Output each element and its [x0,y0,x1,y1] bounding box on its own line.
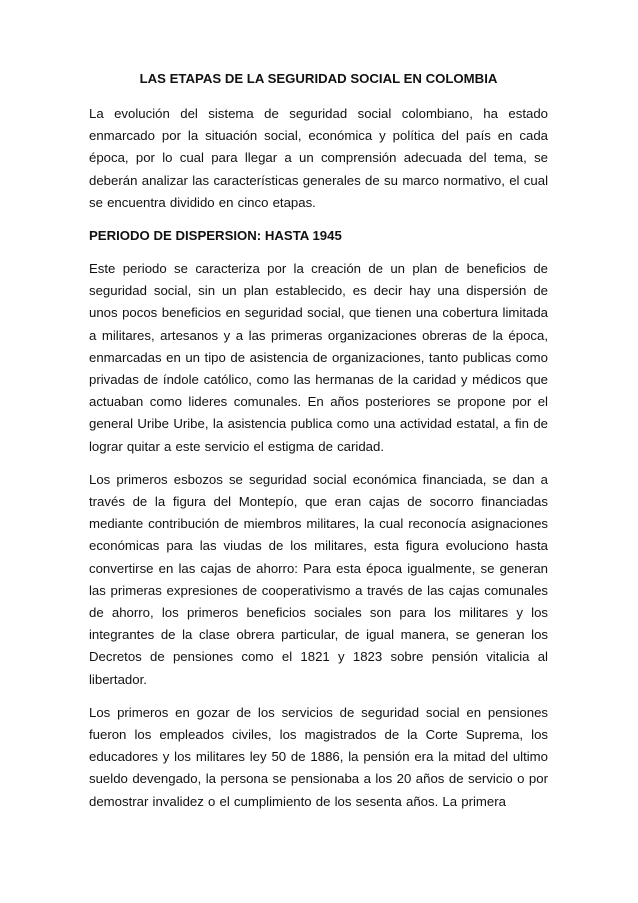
body-paragraph-2: Los primeros esbozos se seguridad social económica financiada, se dan a través de la figura del Montepío, que eran cajas de socorro financiadas mediante contribución de miembros militares, la cual reconocía asignaciones económicas para las viudas de los militares, esta figura evoluciono hasta convertirse en las cajas de ahorro: Para esta época igualmente, se generan las primeras expresiones de cooperativismo a través de las cajas comunales de ahorro, los primeros beneficios sociales son para los militares y los integrantes de la clase obrera particular, de igual manera, se generan los Decretos de pensiones como el 1821 y 1823 sobre pensión vitalicia al libertador. [89,471,548,687]
body-paragraph-1: Este periodo se caracteriza por la creación de un plan de beneficios de seguridad social, sin un plan establecido, es decir hay una dispersión de unos pocos beneficios en seguridad social, que tienen una cobertura limitada a militares, artesanos y a las primeras organizaciones obreras de la época, enmarcadas en un tipo de asistencia de organizaciones, tanto publicas como privadas de índole católico, como las hermanas de la caridad y médicos que actuaban como lideres comunales. En años posteriores se propone por el general Uribe Uribe, la asistencia publica como una actividad estatal, a fin de lograr quitar a este servicio el estigma de caridad. [89,261,548,454]
body-paragraph-3: Los primeros en gozar de los servicios de seguridad social en pensiones fueron los empleados civiles, los magistrados de la Corte Suprema, los educadores y los militares ley 50 de 1886, la pensión era la mitad del ultimo sueldo devengado, la persona se pensionaba a los 20 años de servicio o por demostrar invalidez o el cumplimiento de los sesenta años. La primera [89,704,548,809]
document-title: LAS ETAPAS DE LA SEGURIDAD SOCIAL EN COLOMBIA [139,71,498,86]
document-body [89,68,548,824]
intro-paragraph: La evolución del sistema de seguridad social colombiano, ha estado enmarcado por la situación social, económica y política del país en cada época, por lo cual para llegar a un comprensión adecuada del tema, se deberán analizar las características generales de su marco normativo, el cual se encuentra dividido en cinco etapas. [89,106,548,210]
section-heading: PERIODO DE DISPERSION: HASTA 1945 [89,228,342,244]
